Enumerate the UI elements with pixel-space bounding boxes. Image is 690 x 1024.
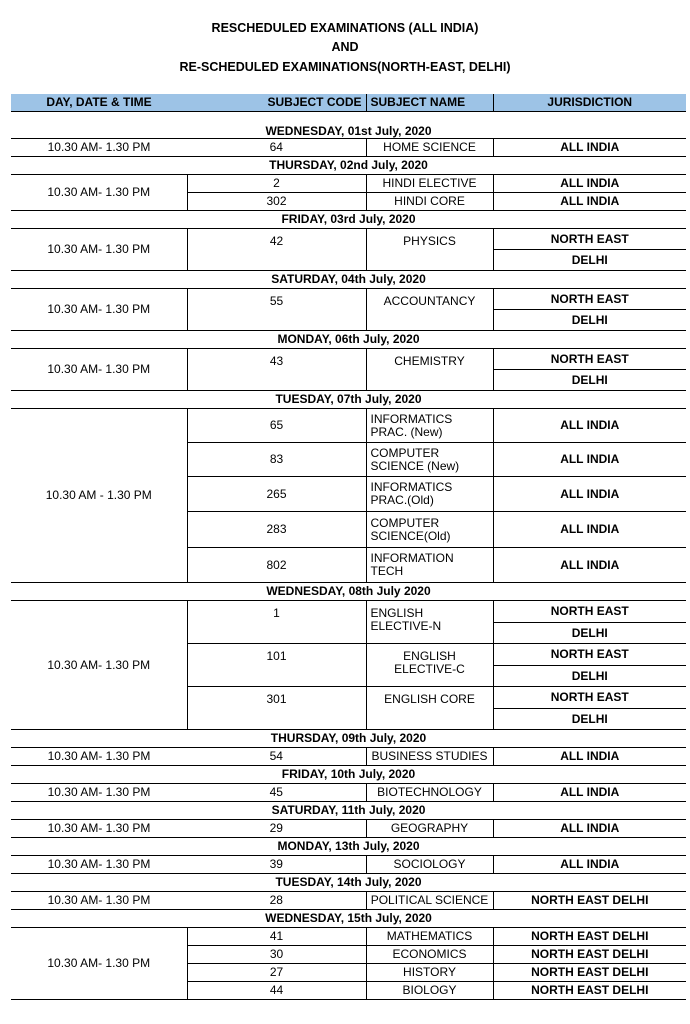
jurisdiction: ALL INDIA (493, 409, 686, 443)
jurisdiction: NORTH EAST (493, 644, 686, 666)
subject-row (11, 349, 686, 370)
title-line-1: RESCHEDULED EXAMINATIONS (ALL INDIA) (211, 21, 479, 35)
subject-name: COMPUTER SCIENCE(Old) (366, 512, 493, 548)
subject-code: 64 (187, 139, 366, 157)
subject-name: BIOLOGY (366, 982, 493, 1000)
header-subject-name: SUBJECT NAME (366, 94, 493, 112)
subject-code: 45 (187, 784, 366, 802)
subject-code: 802 (187, 548, 366, 583)
day-row (11, 157, 686, 175)
subject-name: BUSINESS STUDIES (366, 748, 493, 766)
subject-name: ECONOMICS (366, 946, 493, 964)
exam-time: 10.30 AM- 1.30 PM (11, 229, 187, 271)
subject-name: COMPUTER SCIENCE (New) (366, 443, 493, 477)
subject-row (11, 175, 686, 193)
subject-name: GEOGRAPHY (366, 820, 493, 838)
subject-code: 27 (187, 964, 366, 982)
jurisdiction: ALL INDIA (493, 512, 686, 548)
title-line-2: AND (331, 40, 359, 54)
day-row (11, 391, 686, 409)
jurisdiction: ALL INDIA (493, 748, 686, 766)
header-day-date-time: DAY, DATE & TIME (11, 94, 187, 112)
subject-name: INFORMATICS PRAC.(Old) (366, 477, 493, 512)
subject-code: 41 (187, 928, 366, 946)
day-label: TUESDAY, 07th July, 2020 (11, 391, 686, 409)
subject-code: 265 (187, 477, 366, 512)
subject-row (11, 892, 686, 910)
subject-code: 28 (187, 892, 366, 910)
subject-row (11, 820, 686, 838)
jurisdiction: NORTH EAST DELHI (493, 982, 686, 1000)
day-row (11, 211, 686, 229)
subject-name: SOCIOLOGY (366, 856, 493, 874)
day-row (11, 331, 686, 349)
subject-name: BIOTECHNOLOGY (366, 784, 493, 802)
exam-time: 10.30 AM - 1.30 PM (11, 409, 187, 583)
subject-row (11, 856, 686, 874)
jurisdiction: NORTH EAST (493, 349, 686, 370)
subject-name: MATHEMATICS (366, 928, 493, 946)
subject-name: INFORMATION TECH (366, 548, 493, 583)
day-row (11, 910, 686, 928)
exam-time: 10.30 AM- 1.30 PM (11, 349, 187, 391)
subject-name: HINDI CORE (366, 193, 493, 211)
day-row (11, 838, 686, 856)
subject-code: 39 (187, 856, 366, 874)
subject-code: 301 (187, 687, 366, 730)
jurisdiction: DELHI (493, 250, 686, 271)
jurisdiction: ALL INDIA (493, 856, 686, 874)
exam-time: 10.30 AM- 1.30 PM (11, 748, 187, 766)
header-jurisdiction: JURISDICTION (493, 94, 686, 112)
subject-row (11, 289, 686, 310)
jurisdiction: DELHI (493, 310, 686, 331)
subject-code: 283 (187, 512, 366, 548)
header-row (11, 94, 686, 112)
subject-row (11, 229, 686, 250)
subject-name: CHEMISTRY (366, 349, 493, 391)
jurisdiction: DELHI (493, 370, 686, 391)
subject-row (11, 784, 686, 802)
day-row (11, 583, 686, 601)
jurisdiction: NORTH EAST (493, 601, 686, 623)
subject-name: HISTORY (366, 964, 493, 982)
day-label: FRIDAY, 10th July, 2020 (11, 766, 686, 784)
subject-row (11, 139, 686, 157)
subject-name: POLITICAL SCIENCE (366, 892, 493, 910)
subject-name: PHYSICS (366, 229, 493, 271)
subject-code: 43 (187, 349, 366, 391)
subject-code: 30 (187, 946, 366, 964)
jurisdiction: ALL INDIA (493, 548, 686, 583)
day-label: THURSDAY, 09th July, 2020 (11, 730, 686, 748)
day-label: WEDNESDAY, 15th July, 2020 (11, 910, 686, 928)
jurisdiction: ALL INDIA (493, 443, 686, 477)
exam-time: 10.30 AM- 1.30 PM (11, 601, 187, 730)
jurisdiction: NORTH EAST DELHI (493, 928, 686, 946)
title-line-3: RE-SCHEDULED EXAMINATIONS(NORTH-EAST, DELHI) (179, 60, 511, 74)
exam-time: 10.30 AM- 1.30 PM (11, 289, 187, 331)
subject-code: 2 (187, 175, 366, 193)
day-row (11, 271, 686, 289)
jurisdiction: ALL INDIA (493, 784, 686, 802)
jurisdiction: NORTH EAST DELHI (493, 964, 686, 982)
exam-time: 10.30 AM- 1.30 PM (11, 139, 187, 157)
jurisdiction: NORTH EAST (493, 687, 686, 709)
subject-row (11, 928, 686, 946)
day-row (11, 766, 686, 784)
day-label: THURSDAY, 02nd July, 2020 (11, 157, 686, 175)
subject-row (11, 409, 686, 443)
jurisdiction: ALL INDIA (493, 477, 686, 512)
header-subject-code: SUBJECT CODE (187, 94, 366, 112)
day-label: WEDNESDAY, 01st July, 2020 (11, 112, 686, 139)
day-label: MONDAY, 13th July, 2020 (11, 838, 686, 856)
subject-code: 65 (187, 409, 366, 443)
subject-code: 55 (187, 289, 366, 331)
day-label: SATURDAY, 11th July, 2020 (11, 802, 686, 820)
jurisdiction: ALL INDIA (493, 820, 686, 838)
jurisdiction: ALL INDIA (493, 139, 686, 157)
exam-time: 10.30 AM- 1.30 PM (11, 175, 187, 211)
jurisdiction: NORTH EAST (493, 289, 686, 310)
exam-time: 10.30 AM- 1.30 PM (11, 784, 187, 802)
subject-code: 1 (187, 601, 366, 644)
exam-time: 10.30 AM- 1.30 PM (11, 892, 187, 910)
day-row (11, 112, 686, 139)
day-label: TUESDAY, 14th July, 2020 (11, 874, 686, 892)
subject-row (11, 601, 686, 623)
day-label: SATURDAY, 04th July, 2020 (11, 271, 686, 289)
jurisdiction: ALL INDIA (493, 175, 686, 193)
subject-row (11, 748, 686, 766)
subject-name: HOME SCIENCE (366, 139, 493, 157)
day-label: FRIDAY, 03rd July, 2020 (11, 211, 686, 229)
jurisdiction: DELHI (493, 709, 686, 730)
subject-code: 42 (187, 229, 366, 271)
day-row (11, 802, 686, 820)
subject-code: 302 (187, 193, 366, 211)
day-label: WEDNESDAY, 08th July 2020 (11, 583, 686, 601)
subject-name: ENGLISH CORE (366, 687, 493, 730)
subject-name: ENGLISH ELECTIVE-C (366, 644, 493, 687)
jurisdiction: NORTH EAST DELHI (493, 946, 686, 964)
subject-name: ENGLISH ELECTIVE-N (366, 601, 493, 644)
subject-name: ACCOUNTANCY (366, 289, 493, 331)
jurisdiction: NORTH EAST (493, 229, 686, 250)
subject-code: 54 (187, 748, 366, 766)
subject-code: 44 (187, 982, 366, 1000)
exam-time: 10.30 AM- 1.30 PM (11, 856, 187, 874)
jurisdiction: NORTH EAST DELHI (493, 892, 686, 910)
jurisdiction: DELHI (493, 666, 686, 687)
subject-code: 83 (187, 443, 366, 477)
subject-code: 29 (187, 820, 366, 838)
jurisdiction: DELHI (493, 623, 686, 644)
day-row (11, 874, 686, 892)
subject-name: HINDI ELECTIVE (366, 175, 493, 193)
jurisdiction: ALL INDIA (493, 193, 686, 211)
exam-time: 10.30 AM- 1.30 PM (11, 820, 187, 838)
day-label: MONDAY, 06th July, 2020 (11, 331, 686, 349)
day-row (11, 730, 686, 748)
exam-time: 10.30 AM- 1.30 PM (11, 928, 187, 1000)
subject-name: INFORMATICS PRAC. (New) (366, 409, 493, 443)
exam-schedule-table (11, 94, 686, 1000)
subject-code: 101 (187, 644, 366, 687)
